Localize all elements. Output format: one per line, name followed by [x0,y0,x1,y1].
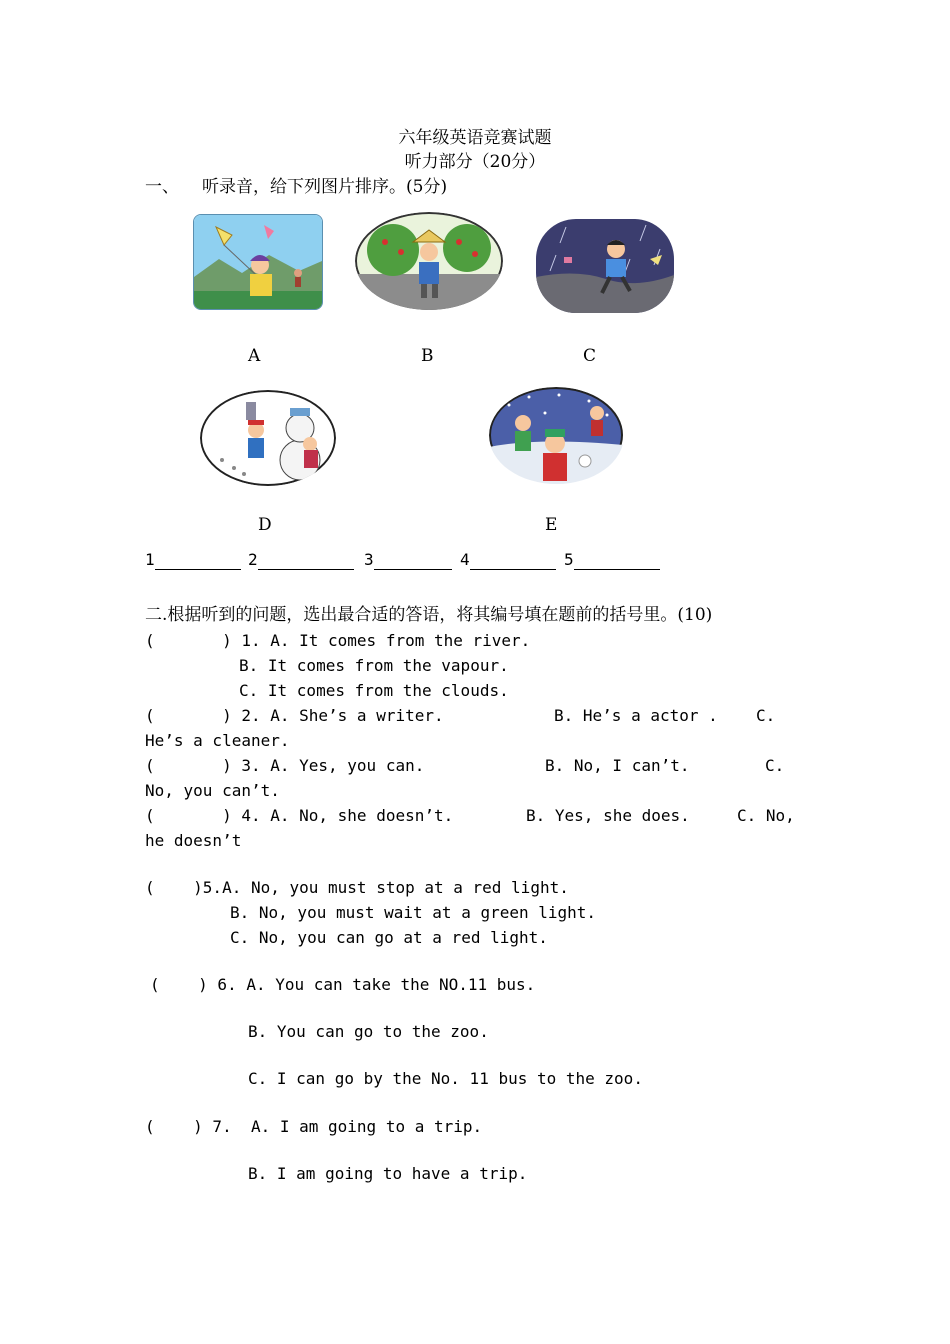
q5-option-a: ( )5.A. No, you must stop at a red light. [145,878,569,897]
q5-option-c: C. No, you can go at a red light. [230,928,548,947]
q4-option-a: ( ) 4. A. No, she doesn’t. [145,806,454,825]
q6-option-b: B. You can go to the zoo. [248,1022,489,1041]
answer-blank-1[interactable]: 1 [145,550,241,570]
q2-option-b: B. He’s a actor . [554,706,718,725]
q4-option-b: B. Yes, she does. [526,806,690,825]
q4-option-c: he doesn’t [145,831,242,850]
q1-option-a: ( ) 1. A. It comes from the river. [145,631,531,650]
q2-option-c-marker: C. [756,706,776,725]
answer-blank-2[interactable]: 2 [248,550,354,570]
q2-option-a: ( ) 2. A. She’s a writer. [145,706,444,725]
picture-a-kite-flying [193,214,323,310]
answer-blank-3[interactable]: 3 [364,550,452,570]
q5-option-b: B. No, you must wait at a green light. [230,903,597,922]
q4-option-c-marker: C. No, [737,806,795,825]
q2-option-c: He’s a cleaner. [145,731,290,750]
section2-heading: 二.根据听到的问题，选出最合适的答语，将其编号填在题前的括号里。(10) [145,605,713,625]
picture-d-snowman [200,390,336,486]
q1-option-c: C. It comes from the clouds. [239,681,509,700]
exam-title: 六年级英语竞赛试题 [398,128,552,148]
q1-option-b: B. It comes from the vapour. [239,656,509,675]
picture-c-label: C [583,346,597,366]
picture-c-rainstorm [536,219,674,313]
q3-option-b: B. No, I can’t. [545,756,690,775]
q3-option-c: No, you can’t. [145,781,280,800]
picture-a-label: A [248,346,261,366]
answer-blank-4[interactable]: 4 [460,550,556,570]
picture-e-label: E [545,515,558,535]
q6-option-c: C. I can go by the No. 11 bus to the zoo. [248,1069,643,1088]
picture-d-label: D [258,515,272,535]
section1-number: 一、 [145,177,179,197]
picture-e-snowball-fight [489,387,624,484]
q3-option-c-marker: C. [765,756,785,775]
picture-b-apple-picking [355,212,503,310]
q6-option-a: ( ) 6. A. You can take the NO.11 bus. [150,975,536,994]
q7-option-b: B. I am going to have a trip. [248,1164,528,1183]
q3-option-a: ( ) 3. A. Yes, you can. [145,756,425,775]
listening-section-title: 听力部分（20分） [404,152,546,172]
answer-blank-5[interactable]: 5 [564,550,660,570]
q7-option-a: ( ) 7. A. I am going to a trip. [145,1117,483,1136]
section1-instruction: 听录音，给下列图片排序。(5分) [202,177,448,197]
picture-b-label: B [421,346,434,366]
